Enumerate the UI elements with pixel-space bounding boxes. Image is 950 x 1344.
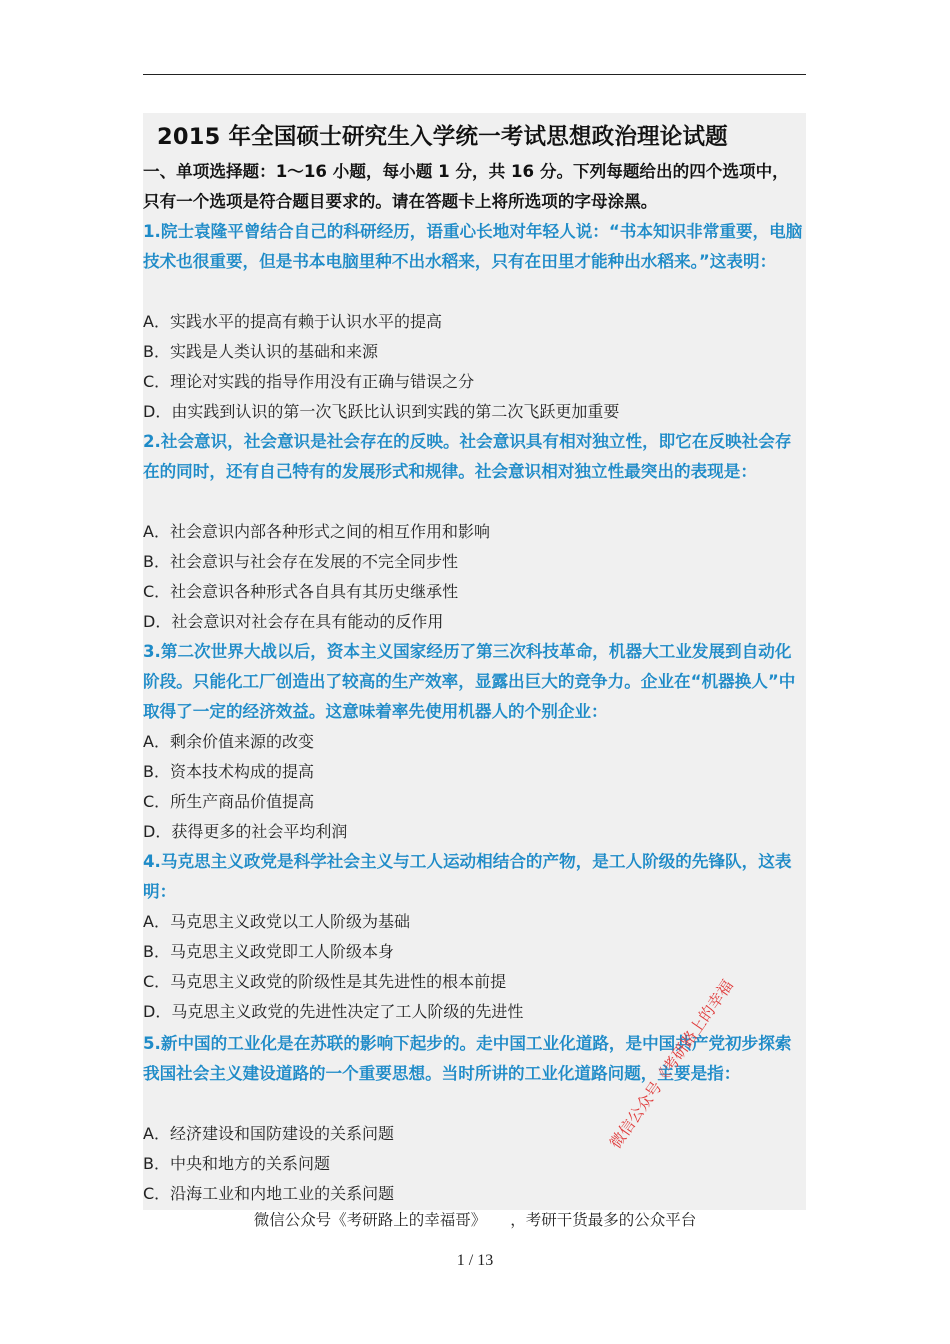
question-2-option-a: A．社会意识内部各种形式之间的相互作用和影响 <box>143 522 490 541</box>
question-5-option-c: C．沿海工业和内地工业的关系问题 <box>143 1184 395 1203</box>
question-1-option-c: C．理论对实践的指导作用没有正确与错误之分 <box>143 372 475 391</box>
question-2-option-c: C．社会意识各种形式各自具有其历史继承性 <box>143 582 459 601</box>
watermark-stamp: 微信公众号《考研路上的幸福 <box>606 976 737 1153</box>
question-3-option-c: C．所生产商品价值提高 <box>143 792 315 811</box>
page-number: 1 / 13 <box>456 1252 494 1269</box>
question-2-option-d: D．社会意识对社会存在具有能动的反作用 <box>143 612 444 631</box>
footer-line <box>0 1208 950 1230</box>
question-4-option-d: D．马克思主义政党的先进性决定了工人阶级的先进性 <box>143 1002 524 1021</box>
question-3-option-d: D．获得更多的社会平均利润 <box>143 822 348 841</box>
footer-account-name: 微信公众号《考研路上的幸福哥》 <box>253 1211 487 1229</box>
question-5-option-b: B．中央和地方的关系问题 <box>143 1154 330 1173</box>
question-1-option-b: B．实践是人类认识的基础和来源 <box>143 342 378 361</box>
question-5-option-a: A．经济建设和国防建设的关系问题 <box>143 1124 394 1143</box>
question-4-option-a: A．马克思主义政党以工人阶级为基础 <box>143 912 410 931</box>
question-4-option-c: C．马克思主义政党的阶级性是其先进性的根本前提 <box>143 972 507 991</box>
question-4-stem: 4.马克思主义政党是科学社会主义与工人运动相结合的产物，是工人阶级的先锋队，这表明： <box>143 852 792 901</box>
question-3-stem: 3.第二次世界大战以后，资本主义国家经历了第三次科技革命，机器大工业发展到自动化阶段。只能化工厂创造出了较高的生产效率，显露出巨大的竞争力。企业在“机器换人”中取得了一定的经济效益。这意味着率先使用机器人的个别企业： <box>143 642 796 721</box>
question-4-option-b: B．马克思主义政党即工人阶级本身 <box>143 942 394 961</box>
question-3-option-b: B．资本技术构成的提高 <box>143 762 314 781</box>
question-5-stem: 5.新中国的工业化是在苏联的影响下起步的。走中国工业化道路，是中国共产党初步探索我国社会主义建设道路的一个重要思想。当时所讲的工业化道路问题，主要是指： <box>143 1034 792 1083</box>
question-2-stem: 2.社会意识，社会意识是社会存在的反映。社会意识具有相对独立性，即它在反映社会存在的同时，还有自己特有的发展形式和规律。社会意识相对独立性最突出的表现是： <box>143 432 792 481</box>
page-content <box>143 113 806 1210</box>
question-3-option-a: A．剩余价值来源的改变 <box>143 732 314 751</box>
question-1-option-a: A．实践水平的提高有赖于认识水平的提高 <box>143 312 442 331</box>
footer-tagline: ，考研干货最多的公众平台 <box>510 1211 697 1229</box>
question-1-stem: 1.院士袁隆平曾结合自己的科研经历，语重心长地对年轻人说：“书本知识非常重要，电脑技术也很重要，但是书本电脑里种不出水稻来，只有在田里才能种出水稻来。”这表明： <box>143 222 803 271</box>
section-heading: 一、单项选择题：1～16 小题，每小题 1 分，共 16 分。下列每题给出的四个选项中，只有一个选项是符合题目要求的。请在答题卡上将所选项的字母涂黑。 <box>143 162 789 211</box>
question-2-option-b: B．社会意识与社会存在发展的不完全同步性 <box>143 552 458 571</box>
header-rule <box>143 74 806 75</box>
exam-title: 2015 年全国硕士研究生入学统一考试思想政治理论试题 <box>157 124 728 150</box>
question-1-option-d: D．由实践到认识的第一次飞跃比认识到实践的第二次飞跃更加重要 <box>143 402 620 421</box>
